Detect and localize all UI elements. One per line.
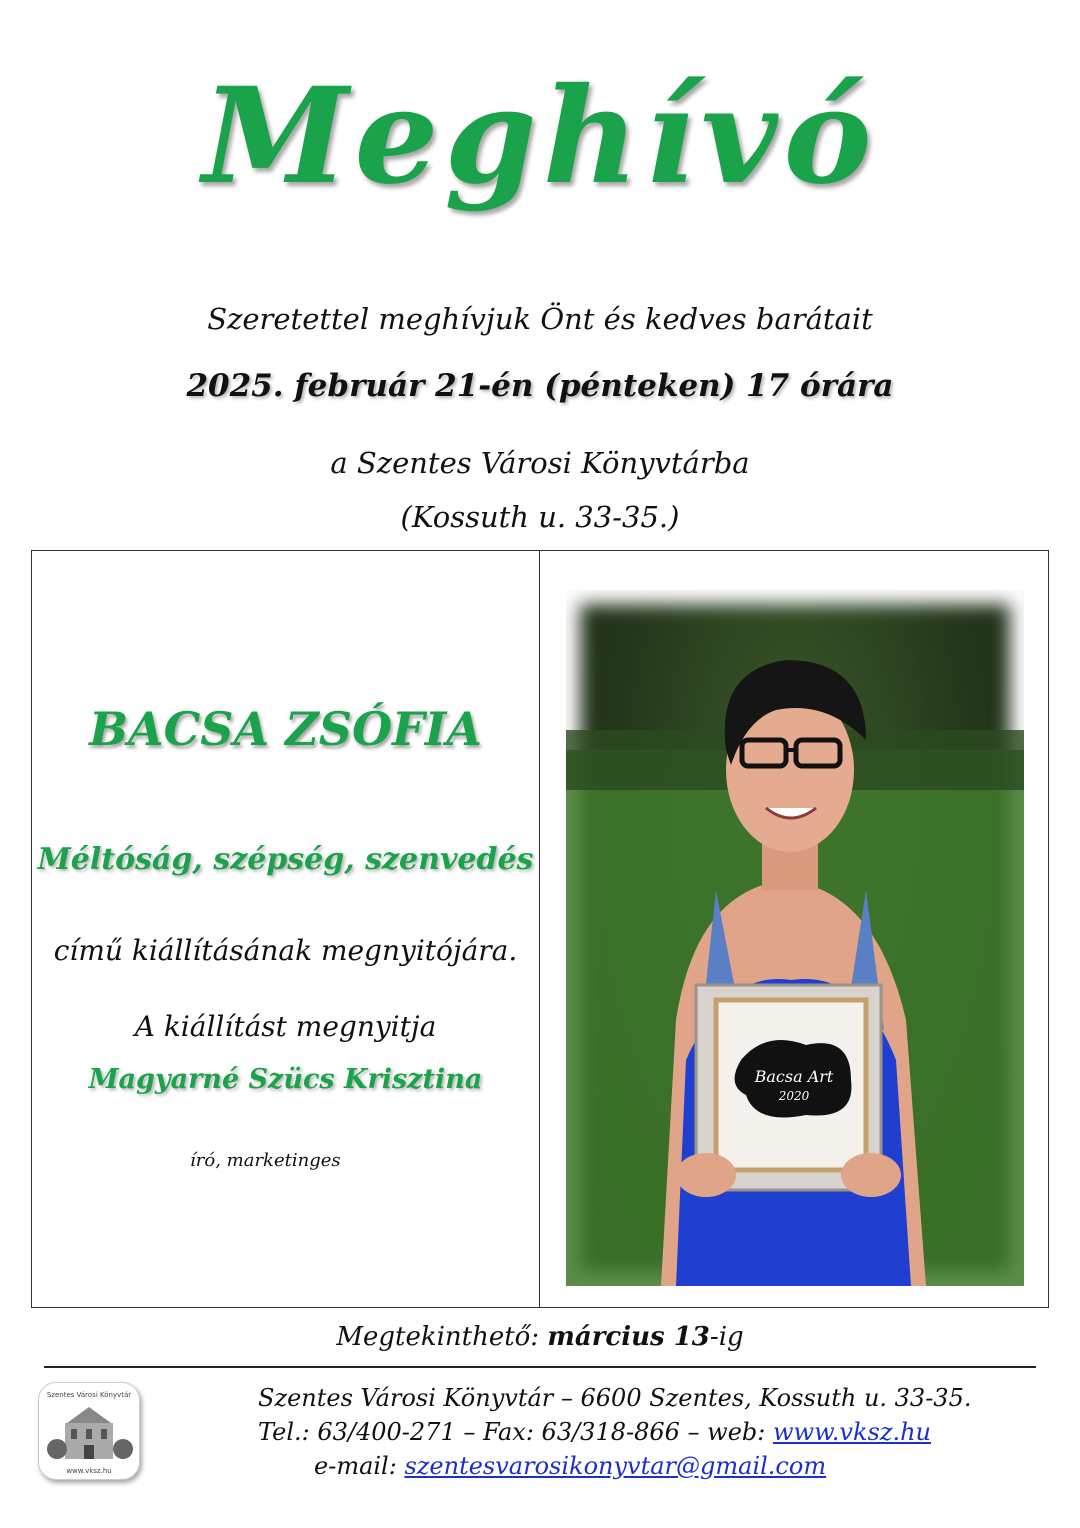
- canvas-year: 2020: [778, 1089, 810, 1103]
- opener-name: Magyarné Szücs Krisztina: [88, 1064, 483, 1095]
- frame-divider: [539, 550, 540, 1308]
- library-building-icon: [39, 1383, 139, 1479]
- artist-photo-illustration: [566, 590, 1024, 1286]
- opener-role: író, marketinges: [190, 1150, 341, 1171]
- greeting-text: Szeretettel meghívjuk Önt és kedves barátait: [207, 302, 873, 336]
- library-email: [314, 1452, 826, 1480]
- venue-text: a Szentes Városi Könyvtárba: [330, 446, 750, 480]
- viewing-suffix: -ig: [709, 1322, 744, 1352]
- library-contacts: [258, 1418, 931, 1446]
- opener-text: A kiállítást megnyitja: [134, 1010, 437, 1043]
- viewing-date: március 13: [547, 1322, 710, 1352]
- artist-name: BACSA ZSÓFIA: [89, 702, 482, 756]
- artist-photo: [566, 590, 1024, 1286]
- invitation-title: Meghívó: [202, 59, 878, 214]
- exhibition-description: című kiállításának megnyitójára.: [53, 934, 518, 967]
- web-link[interactable]: www.vksz.hu: [773, 1418, 932, 1446]
- exhibition-title: Méltóság, szépség, szenvedés: [37, 842, 534, 877]
- logo-url: www.vksz.hu: [66, 1467, 112, 1475]
- library-address: Szentes Városi Könyvtár – 6600 Szentes, Kossuth u. 33-35.: [258, 1384, 972, 1412]
- email-label: e-mail:: [314, 1452, 405, 1480]
- logo-text: Szentes Városi Könyvtár: [46, 1391, 132, 1399]
- viewing-period: [0, 1322, 1080, 1352]
- event-datetime: 2025. február 21-én (pénteken) 17 órára: [186, 368, 894, 404]
- viewing-prefix: Megtekinthető:: [336, 1322, 548, 1352]
- email-link[interactable]: szentesvarosikonyvtar@gmail.com: [404, 1452, 827, 1480]
- venue-address: (Kossuth u. 33-35.): [400, 500, 680, 534]
- library-logo: [38, 1382, 140, 1480]
- footer-rule: [44, 1366, 1036, 1368]
- phone-fax-text: Tel.: 63/400-271 – Fax: 63/318-866 – web:: [258, 1418, 773, 1446]
- canvas-signature: Bacsa Art: [754, 1067, 834, 1086]
